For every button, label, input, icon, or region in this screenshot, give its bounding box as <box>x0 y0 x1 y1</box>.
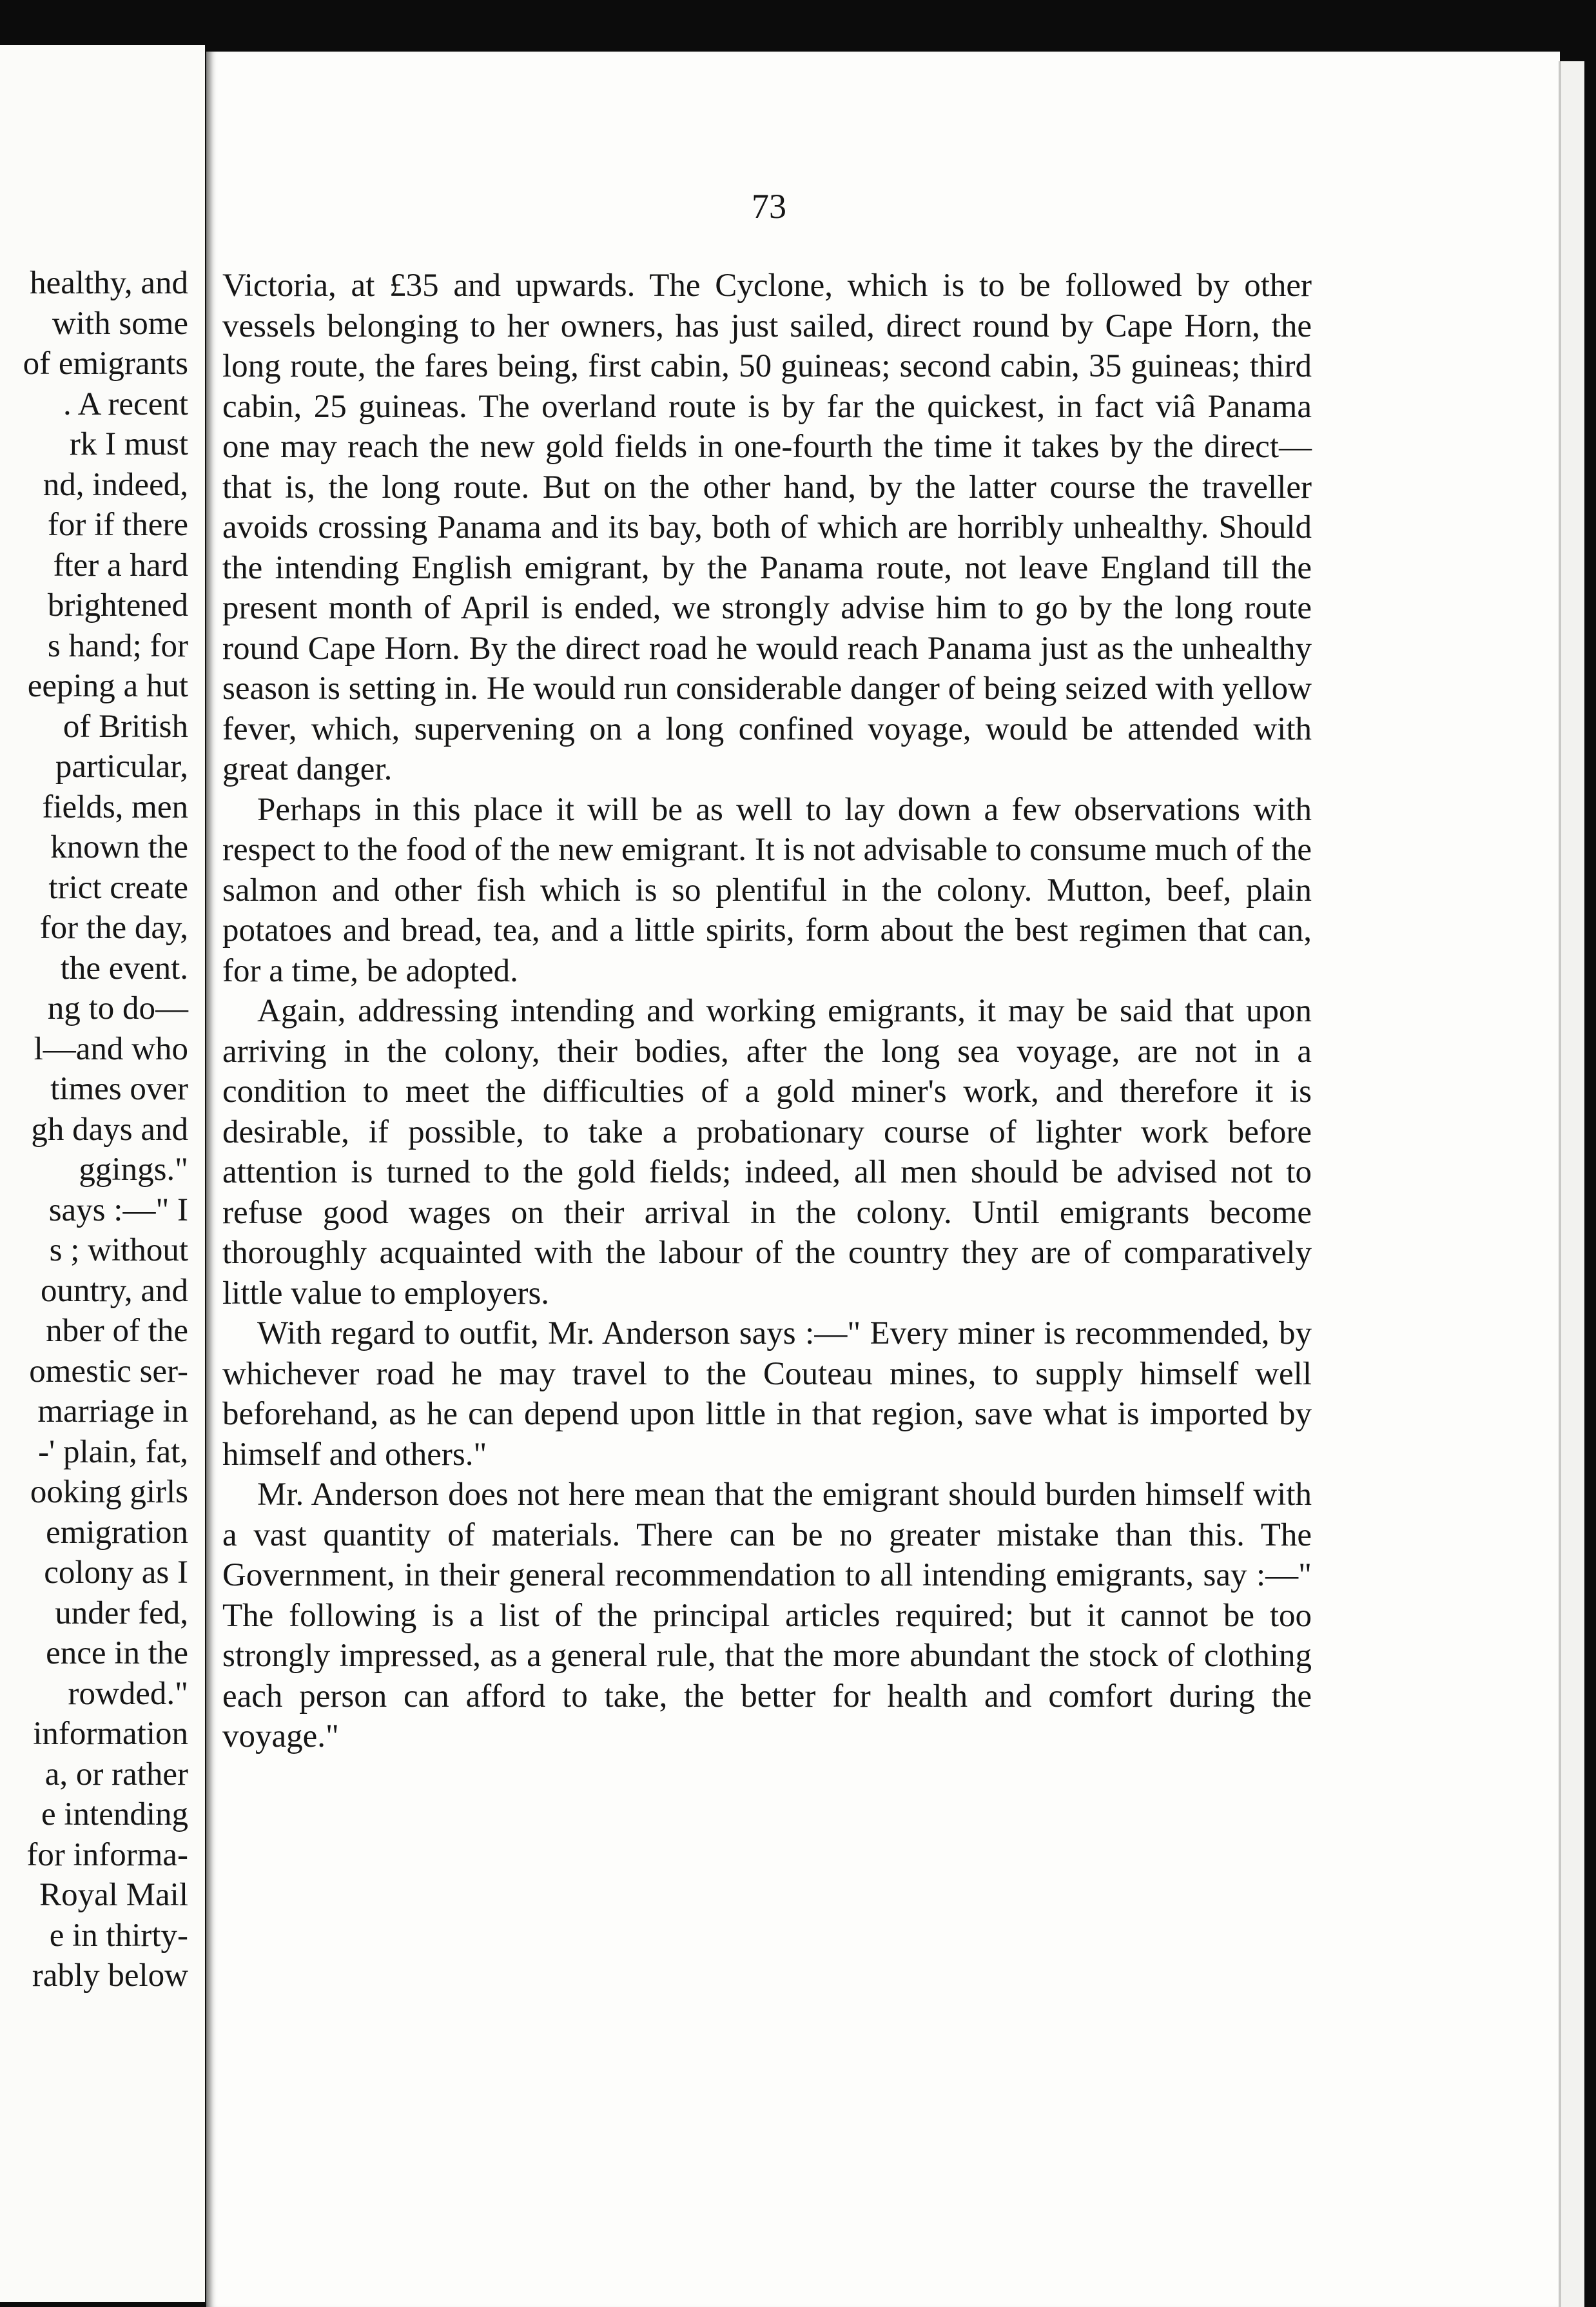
facing-page-line: e intending <box>41 1796 188 1832</box>
facing-page-line: . A recent <box>63 386 188 422</box>
facing-page-line: fields, men <box>42 789 188 825</box>
page-number: 73 <box>752 187 786 226</box>
paragraph: Perhaps in this place it will be as well to lay down a few observations with respect to the food of the new emigrant. It is not advisable to consume much of the salmon and other fish which is so plentiful in the colony. Mutton, beef, plain potatoes and bread, tea, and a little spirits, form about the best regimen that can, for a time, be adopted. <box>222 791 1312 989</box>
facing-page-line: rably below <box>32 1958 188 1994</box>
facing-page-line: gh days and <box>31 1111 188 1148</box>
page-body <box>222 266 1312 1757</box>
facing-page-line: marriage in <box>37 1393 188 1429</box>
paragraph: With regard to outfit, Mr. Anderson says :—" Every miner is recommended, by whichever road he may travel to the Couteau mines, to supply himself well beforehand, as he can depend upon little in that region, save what is imported by himself and others." <box>222 1315 1312 1473</box>
paragraph: Victoria, at £35 and upwards. The Cyclone, which is to be followed by other vessels belonging to her owners, has just sailed, direct round by Cape Horn, the long route, the fares being, first cabin, 50 guineas; second cabin, 35 guineas; third cabin, 25 guineas. The overland route is by far the quickest, in fact viâ Panama one may reach the new gold fields in one-fourth the time it takes by the direct—that is, the long route. But on the other hand, by the latter course the traveller avoids crossing Panama and its bay, both of which are horribly unhealthy. Should the intending English emigrant, by the Panama route, not leave England till the present month of April is ended, we strongly advise him to go by the long route round Cape Horn. By the direct road he would reach Panama just as the unhealthy season is setting in. He would run considerable danger of being seized with yellow fever, which, supervening on a long confined voyage, would be attended with great danger. <box>222 268 1312 787</box>
paragraph: Again, addressing intending and working emigrants, it may be said that upon arriving in the colony, their bodies, after the long sea voyage, are not in a condition to meet the difficulties of a gold miner's work, and therefore it is desirable, if possible, to take a probationary course of lighter work before attention is turned to the gold fields; indeed, all men should be advised not to refuse good wages on their arrival in the colony. Until emigrants become thoroughly acquainted with the labour of the country they are of comparatively little value to employers. <box>222 993 1312 1311</box>
facing-page-line: ountry, and <box>41 1272 188 1309</box>
facing-page-line: under fed, <box>55 1595 188 1631</box>
facing-page-line: healthy, and <box>30 265 188 301</box>
facing-page-line: rowded." <box>68 1675 188 1712</box>
facing-page-line: colony as I <box>44 1555 188 1591</box>
facing-page-line: -' plain, fat, <box>38 1433 188 1470</box>
facing-page-line: nber of the <box>46 1313 188 1349</box>
facing-page-line: times over <box>50 1071 188 1107</box>
facing-page-line: omestic ser- <box>29 1353 188 1389</box>
facing-page-line: s ; without <box>49 1232 188 1268</box>
facing-page-line: e in thirty- <box>49 1917 188 1954</box>
facing-page-line: ence in the <box>46 1635 188 1671</box>
facing-page-line: ggings." <box>79 1152 188 1188</box>
facing-page-line: l—and who <box>34 1030 188 1067</box>
facing-page-line: for informa- <box>26 1836 188 1873</box>
facing-page-line: rk I must <box>69 426 188 462</box>
facing-page <box>0 45 205 2302</box>
facing-page-line: the event. <box>60 950 188 987</box>
facing-page-line: brightened <box>47 587 188 623</box>
facing-page-line: known the <box>50 829 188 865</box>
facing-page-line: eeping a hut <box>27 668 188 704</box>
facing-page-line: of British <box>63 708 188 745</box>
facing-page-line: with some <box>52 305 188 342</box>
facing-page-line: particular, <box>55 749 188 785</box>
facing-page-line: trict create <box>48 869 188 906</box>
facing-page-line: for if there <box>47 507 188 543</box>
facing-page-line: s hand; for <box>47 627 188 664</box>
facing-page-line: nd, indeed, <box>43 466 188 503</box>
facing-page-line: Royal Mail <box>39 1877 188 1913</box>
facing-page-line: information <box>33 1716 188 1752</box>
facing-page-line: a, or rather <box>44 1756 188 1792</box>
facing-page-line: ooking girls <box>30 1474 188 1510</box>
facing-page-line: emigration <box>46 1514 188 1551</box>
facing-page-line: of emigrants <box>23 346 188 382</box>
facing-page-line: for the day, <box>39 910 188 946</box>
facing-page-text <box>0 263 188 1996</box>
facing-page-line: fter a hard <box>53 547 188 584</box>
facing-page-line: says :—" I <box>48 1192 188 1228</box>
facing-page-line: ng to do— <box>47 990 188 1026</box>
page-edge <box>1559 61 1584 2307</box>
paragraph: Mr. Anderson does not here mean that the emigrant should burden himself with a vast quantity of materials. There can be no greater mistake than this. The Government, in their general recommendation to all intending emigrants, say :—" The following is a list of the principal articles required; but it cannot be too strongly impressed, as a general rule, that the more abundant the stock of clothing each person can afford to take, the better for health and comfort during the voyage." <box>222 1477 1312 1754</box>
